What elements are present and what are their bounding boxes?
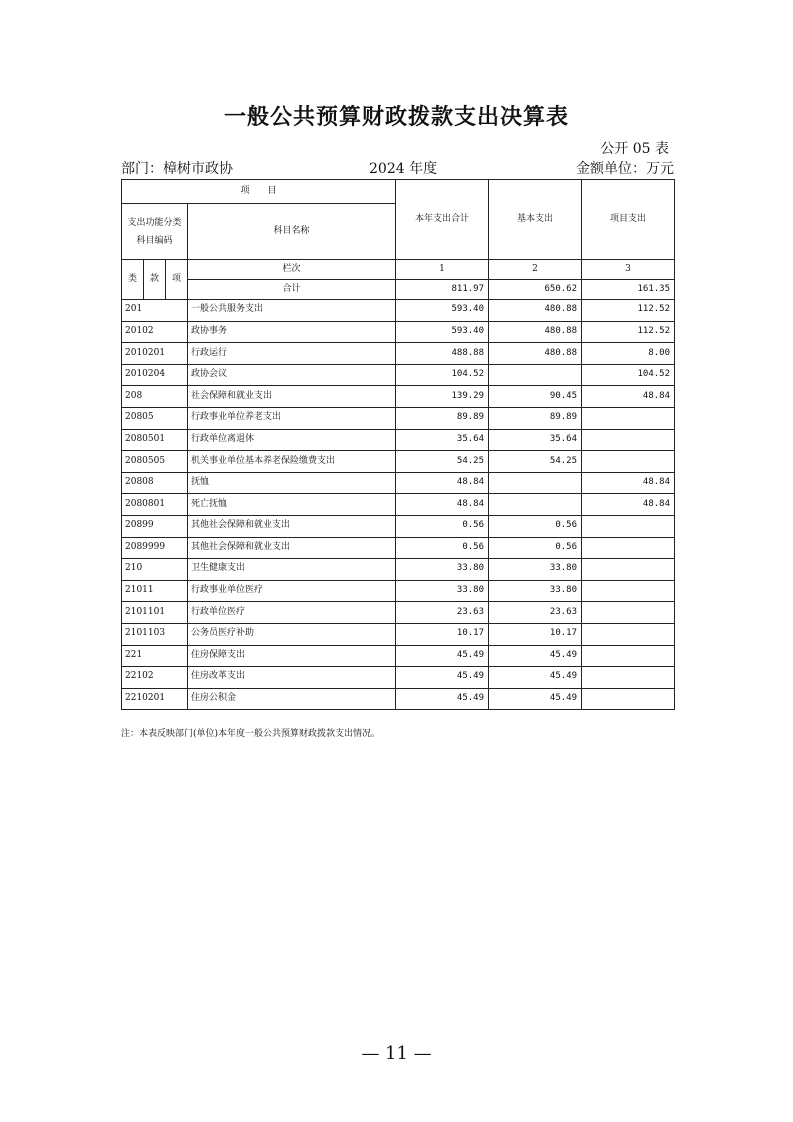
- page-number: — 11 —: [361, 1043, 432, 1064]
- table-row: [122, 321, 675, 343]
- table-meta: [121, 158, 674, 178]
- row-code: 221: [122, 645, 188, 667]
- row-project: [582, 407, 675, 429]
- row-code: 2101103: [122, 623, 188, 645]
- col-number-1: 1: [396, 260, 489, 280]
- row-project: 48.84: [582, 386, 675, 408]
- col-number-2: 2: [489, 260, 582, 280]
- row-code: 210: [122, 559, 188, 581]
- unit-label: 金额单位：万元: [576, 161, 674, 177]
- row-total: 33.80: [396, 559, 489, 581]
- header-project-exp: 项目支出: [582, 180, 675, 260]
- header-kuan: 款: [144, 260, 166, 300]
- row-project: 8.00: [582, 343, 675, 365]
- table-row: [122, 300, 675, 322]
- row-basic: 0.56: [489, 537, 582, 559]
- table-row: [122, 580, 675, 602]
- table-row: [122, 559, 675, 581]
- row-basic: [489, 472, 582, 494]
- row-name: 行政单位离退休: [188, 429, 396, 451]
- row-code: 201: [122, 300, 188, 322]
- header-xiang: 项: [166, 260, 188, 300]
- row-total: 45.49: [396, 688, 489, 710]
- row-basic: 45.49: [489, 667, 582, 689]
- row-name: 死亡抚恤: [188, 494, 396, 516]
- row-code: 20805: [122, 407, 188, 429]
- row-project: [582, 580, 675, 602]
- row-name: 行政单位医疗: [188, 602, 396, 624]
- row-basic: 33.80: [489, 559, 582, 581]
- row-code: 208: [122, 386, 188, 408]
- total-basic: 650.62: [489, 280, 582, 300]
- row-project: [582, 645, 675, 667]
- header-total: 本年支出合计: [396, 180, 489, 260]
- row-name: 卫生健康支出: [188, 559, 396, 581]
- row-total: 48.84: [396, 494, 489, 516]
- row-project: 104.52: [582, 364, 675, 386]
- row-name: 行政事业单位养老支出: [188, 407, 396, 429]
- row-basic: 54.25: [489, 451, 582, 473]
- row-code: 2010204: [122, 364, 188, 386]
- row-project: 48.84: [582, 472, 675, 494]
- row-basic: 45.49: [489, 688, 582, 710]
- row-code: 20102: [122, 321, 188, 343]
- table-row: [122, 645, 675, 667]
- row-total: 48.84: [396, 472, 489, 494]
- table-row: [122, 667, 675, 689]
- table-row: [122, 515, 675, 537]
- row-total: 33.80: [396, 580, 489, 602]
- total-project: 161.35: [582, 280, 675, 300]
- row-basic: 0.56: [489, 515, 582, 537]
- row-project: [582, 623, 675, 645]
- table-row: [122, 343, 675, 365]
- total-label: 合计: [188, 280, 396, 300]
- row-name: 政协事务: [188, 321, 396, 343]
- row-name: 住房保障支出: [188, 645, 396, 667]
- row-total: 10.17: [396, 623, 489, 645]
- row-project: 48.84: [582, 494, 675, 516]
- row-name: 其他社会保障和就业支出: [188, 537, 396, 559]
- row-code: 2080801: [122, 494, 188, 516]
- row-total: 54.25: [396, 451, 489, 473]
- row-total: 89.89: [396, 407, 489, 429]
- row-total: 139.29: [396, 386, 489, 408]
- row-project: [582, 602, 675, 624]
- table-row: [122, 688, 675, 710]
- row-total: 593.40: [396, 300, 489, 322]
- row-basic: [489, 494, 582, 516]
- row-code: 2089999: [122, 537, 188, 559]
- header-subject-name: 科目名称: [188, 204, 396, 260]
- table-row: [122, 602, 675, 624]
- row-basic: [489, 364, 582, 386]
- row-total: 488.88: [396, 343, 489, 365]
- expenditure-table: [121, 179, 674, 719]
- row-basic: 89.89: [489, 407, 582, 429]
- form-number: 公开 05 表: [600, 141, 669, 157]
- row-code: 2101101: [122, 602, 188, 624]
- header-project: 项 目: [122, 180, 396, 204]
- table-row: [122, 472, 675, 494]
- row-code: 21011: [122, 580, 188, 602]
- row-code: 20808: [122, 472, 188, 494]
- row-project: [582, 537, 675, 559]
- table-row: [122, 451, 675, 473]
- row-project: 112.52: [582, 300, 675, 322]
- row-basic: 33.80: [489, 580, 582, 602]
- year-label: 2024 年度: [369, 161, 438, 177]
- row-total: 104.52: [396, 364, 489, 386]
- row-name: 行政事业单位医疗: [188, 580, 396, 602]
- row-total: 45.49: [396, 645, 489, 667]
- row-name: 行政运行: [188, 343, 396, 365]
- row-code: 2080501: [122, 429, 188, 451]
- table-note: 注：本表反映部门(单位)本年度一般公共预算财政拨款支出情况。: [121, 729, 381, 739]
- row-name: 机关事业单位基本养老保险缴费支出: [188, 451, 396, 473]
- row-total: 0.56: [396, 537, 489, 559]
- row-total: 0.56: [396, 515, 489, 537]
- table-row: [122, 623, 675, 645]
- table-row: [122, 494, 675, 516]
- row-name: 其他社会保障和就业支出: [188, 515, 396, 537]
- table-row: [122, 537, 675, 559]
- table-row: [122, 429, 675, 451]
- row-basic: 480.88: [489, 343, 582, 365]
- row-basic: 35.64: [489, 429, 582, 451]
- col-number-3: 3: [582, 260, 675, 280]
- table-row: [122, 407, 675, 429]
- row-basic: 45.49: [489, 645, 582, 667]
- row-total: 45.49: [396, 667, 489, 689]
- header-basic: 基本支出: [489, 180, 582, 260]
- row-name: 社会保障和就业支出: [188, 386, 396, 408]
- row-code: 2080505: [122, 451, 188, 473]
- row-name: 政协会议: [188, 364, 396, 386]
- total-sum: 811.97: [396, 280, 489, 300]
- row-project: [582, 515, 675, 537]
- row-project: [582, 559, 675, 581]
- row-code: 2010201: [122, 343, 188, 365]
- row-project: [582, 688, 675, 710]
- row-basic: 480.88: [489, 300, 582, 322]
- row-code: 2210201: [122, 688, 188, 710]
- department-label: 部门：樟树市政协: [121, 161, 233, 177]
- row-name: 公务员医疗补助: [188, 623, 396, 645]
- row-name: 抚恤: [188, 472, 396, 494]
- row-total: 23.63: [396, 602, 489, 624]
- row-total: 593.40: [396, 321, 489, 343]
- row-basic: 23.63: [489, 602, 582, 624]
- row-name: 一般公共服务支出: [188, 300, 396, 322]
- row-code: 22102: [122, 667, 188, 689]
- row-project: [582, 451, 675, 473]
- row-project: 112.52: [582, 321, 675, 343]
- row-basic: 10.17: [489, 623, 582, 645]
- row-name: 住房公积金: [188, 688, 396, 710]
- row-project: [582, 429, 675, 451]
- row-name: 住房改革支出: [188, 667, 396, 689]
- header-lei: 类: [122, 260, 144, 300]
- header-lanci: 栏次: [188, 260, 396, 280]
- row-basic: 90.45: [489, 386, 582, 408]
- page-title: 一般公共预算财政拨款支出决算表: [223, 105, 569, 130]
- header-func-code: 支出功能分类科目编码: [122, 204, 188, 260]
- row-basic: 480.88: [489, 321, 582, 343]
- table-row: [122, 364, 675, 386]
- row-project: [582, 667, 675, 689]
- table-row: [122, 386, 675, 408]
- row-code: 20899: [122, 515, 188, 537]
- row-total: 35.64: [396, 429, 489, 451]
